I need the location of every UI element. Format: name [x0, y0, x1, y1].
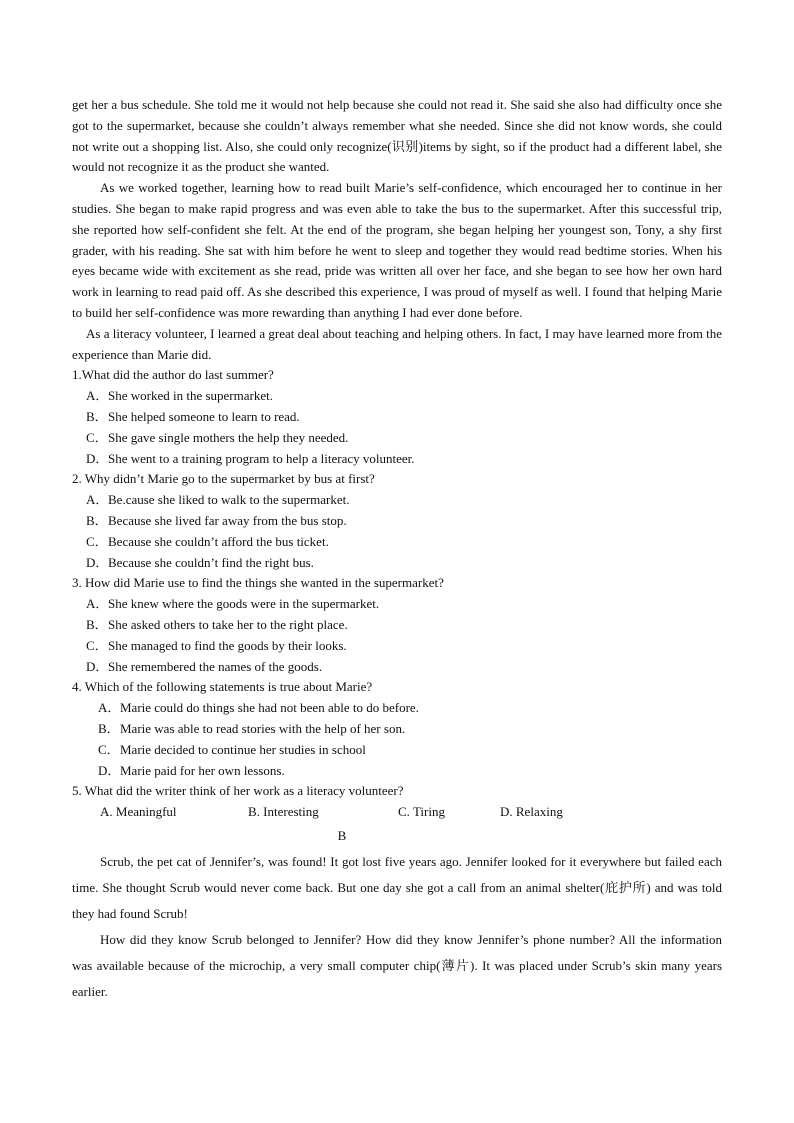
option-text: Be.cause she liked to walk to the supermarket. [108, 492, 350, 508]
option-letter: C． [86, 429, 108, 445]
option-text: Because she couldn’t afford the bus ticket. [108, 533, 329, 549]
option-text: Because she lived far away from the bus stop. [108, 512, 347, 528]
option-text: She gave single mothers the help they needed. [108, 429, 349, 445]
question-stem: 2. Why didn’t Marie go to the supermarket by bus at first? [72, 471, 375, 487]
passage-a-paragraph-3: As a literacy volunteer, I learned a great deal about teaching and helping others. In fact, I may have learned more from the experience than Marie did. [72, 325, 722, 362]
option-text: She managed to find the goods by their looks. [108, 637, 347, 653]
option-a [72, 386, 722, 407]
option-letter: B． [86, 512, 108, 528]
option-letter: D. [500, 804, 513, 820]
question-4 [72, 677, 722, 781]
option-letter: D． [86, 450, 109, 466]
passage-b-paragraph-2: How did they know Scrub belonged to Jennifer? How did they know Jennifer’s phone number? All the information was available because of the microchip, a very small computer chip(薄片). It was placed under Scrub’s skin many years earlier. [72, 931, 722, 999]
option-a [100, 802, 248, 823]
question-stem: 1.What did the author do last summer? [72, 367, 274, 383]
option-d [72, 761, 722, 782]
option-text: She remembered the names of the goods. [108, 658, 323, 674]
option-letter: C. [398, 804, 410, 820]
question-stem: 3. How did Marie use to find the things she wanted in the supermarket? [72, 575, 444, 591]
option-letter: A． [86, 492, 109, 508]
question-2 [72, 469, 722, 573]
option-letter: C． [98, 741, 120, 757]
question-1 [72, 365, 722, 469]
option-letter: C． [86, 533, 108, 549]
option-letter: B． [86, 408, 108, 424]
document-page [72, 95, 722, 1005]
option-b [72, 719, 722, 740]
option-d [72, 449, 722, 470]
option-letter: A． [86, 388, 109, 404]
option-letter: D． [98, 762, 121, 778]
option-text: Marie decided to continue her studies in school [120, 741, 366, 757]
passage-a-paragraph-2: As we worked together, learning how to read built Marie’s self-confidence, which encouraged her to continue in her studies. She began to make rapid progress and was even able to take the bus to the supermarket. After this successful trip, she reported how self-confident she felt. At the end of the program, she began helping her youngest son, Tony, a shy first grader, with his reading. She sat with him before he went to sleep and together they would read bedtime stories. When his eyes became wide with excitement as she read, pride was written all over her face, and she began to see how her own hard work in learning to read paid off. As she described this experience, I was proud of myself as well. I found that helping Marie to build her self-confidence was more rewarding than anything I had ever done before. [72, 180, 722, 320]
option-letter: B． [86, 616, 108, 632]
option-text: Relaxing [515, 804, 563, 820]
option-b [248, 802, 398, 823]
option-text: She knew where the goods were in the supermarket. [108, 596, 380, 612]
option-c [72, 532, 722, 553]
option-d [72, 657, 722, 678]
passage-a-paragraph-1: get her a bus schedule. She told me it would not help because she could not read it. She said she also had difficulty once she got to the supermarket, because she couldn’t always remember what she needed. Since she did not know words, she could not write out a shopping list. Also, she could only recognize(识别)items by sight, so if the product had a different label, she would not recognize it as the product she wanted. [72, 97, 722, 175]
option-c [72, 428, 722, 449]
option-letter: A． [86, 596, 109, 612]
option-letter: A. [100, 804, 113, 820]
option-letter: B. [248, 804, 260, 820]
question-stem: 5. What did the writer think of her work as a literacy volunteer? [72, 783, 404, 799]
option-a [72, 698, 722, 719]
option-letter: C． [86, 637, 108, 653]
option-d [500, 802, 563, 823]
option-text: She went to a training program to help a literacy volunteer. [108, 450, 415, 466]
option-b [72, 407, 722, 428]
option-text: Tiring [412, 804, 445, 820]
question-5 [72, 781, 722, 823]
option-b [72, 511, 722, 532]
option-letter: D． [86, 554, 109, 570]
option-a [72, 490, 722, 511]
option-text: Because she couldn’t find the right bus. [108, 554, 314, 570]
option-text: She asked others to take her to the right place. [108, 616, 348, 632]
option-c [72, 740, 722, 761]
option-c [398, 802, 500, 823]
option-text: She worked in the supermarket. [108, 388, 273, 404]
option-b [72, 615, 722, 636]
option-text: Marie was able to read stories with the help of her son. [120, 720, 406, 736]
option-text: Meaningful [115, 804, 177, 820]
option-letter: B． [98, 720, 120, 736]
question-3 [72, 573, 722, 677]
option-text: Marie could do things she had not been able to do before. [120, 700, 419, 716]
option-a [72, 594, 722, 615]
option-d [72, 553, 722, 574]
section-b-label: B [337, 827, 347, 843]
option-text: She helped someone to learn to read. [108, 408, 300, 424]
option-text: Interesting [263, 804, 319, 820]
question-stem: 4. Which of the following statements is true about Marie? [72, 679, 373, 695]
option-letter: A． [98, 700, 121, 716]
option-letter: D． [86, 658, 109, 674]
inline-options [72, 802, 722, 823]
option-c [72, 636, 722, 657]
passage-b-paragraph-1: Scrub, the pet cat of Jennifer’s, was found! It got lost five years ago. Jennifer looked for it everywhere but failed each time. She thought Scrub would never come back. But one day she got a call from an animal shelter(庇护所) and was told they had found Scrub! [72, 853, 722, 921]
option-text: Marie paid for her own lessons. [120, 762, 285, 778]
